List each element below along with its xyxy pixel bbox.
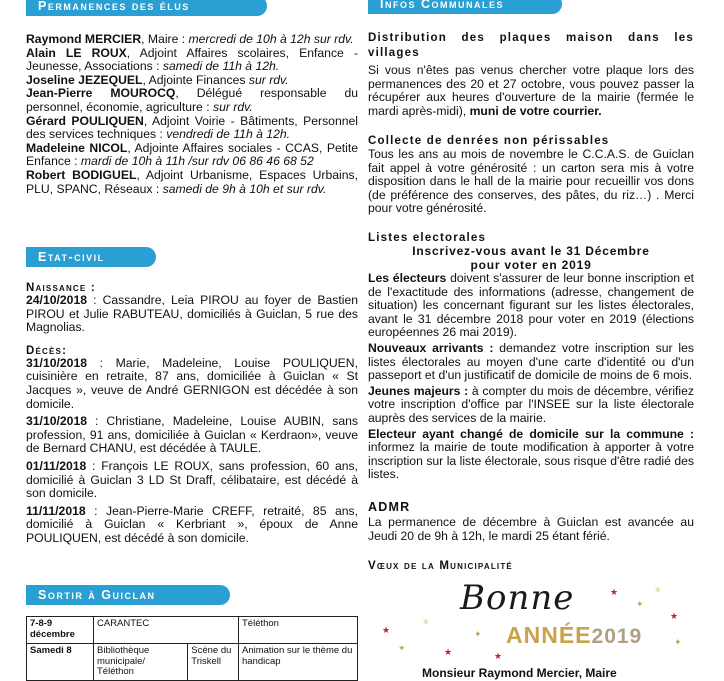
voeux-heading: Vœux de la Municipalité <box>368 560 513 572</box>
star-icon: ★ <box>444 647 453 657</box>
year-text: 2019 <box>591 625 643 648</box>
star-icon: ★ <box>670 611 679 621</box>
star-icon: ✧ <box>654 585 662 595</box>
voeux-section <box>368 560 694 572</box>
collecte-section <box>368 135 694 216</box>
star-icon: ✦ <box>398 643 406 653</box>
star-icon: ✦ <box>474 629 482 639</box>
star-icon: ★ <box>382 625 391 635</box>
deces-heading: Décès: <box>26 344 68 357</box>
elu-entry: Robert BODIGUEL, Adjoint Urbanisme, Espaces Urbains, PLU, SPANC, Réseaux : samedi de 9h à 10h et sur rdv. <box>26 167 358 196</box>
listes-paragraph: Jeunes majeurs : à compter du mois de décembre, vérifiez votre inscription d'office par l'INSEE sur la liste électorale auprès des services de la mairie. <box>368 383 694 425</box>
collecte-text: Tous les ans au mois de novembre le C.C.A.S. de Guiclan fait appel à votre générosité : un carton sera mis à votre disposition dans le hall de la mairie pour recueillir vos dons (de préférence des conserves, des pâtes, du riz…) . Merci pour votre générosité. <box>368 147 694 216</box>
naissance-entry: 24/10/2018 : Cassandre, Leia PIROU au foyer de Bastien PIROU et Julie RABUTEAU, domiciliés à Guiclan, 5 rue des Magnolias. <box>26 293 358 335</box>
deces-entry: 01/11/2018 : François LE ROUX, sans profession, 60 ans, domicilié à Guiclan 3 LD St Draff, célibataire, est décédé à son domicile. <box>26 458 358 501</box>
star-icon: ★ <box>610 587 619 597</box>
elu-entry: Alain LE ROUX, Adjoint Affaires scolaires, Enfance - Jeunesse, Associations : samedi de 11h à 12h. <box>26 45 358 74</box>
sortir-banner <box>26 585 230 605</box>
etat-civil-content <box>26 282 358 546</box>
listes-section <box>368 232 694 482</box>
events-table <box>26 616 358 681</box>
bonne-text: Bonne <box>460 578 575 618</box>
listes-paragraph: Electeur ayant changé de domicile sur la commune : informez la mairie de toute modification à apporter à votre inscription sur la liste électorale, sous risque d'être radié des listes. <box>368 426 694 482</box>
table-row: 7-8-9 décembre CARANTEC Téléthon <box>27 617 358 644</box>
infos-title: Infos Communales <box>380 0 504 11</box>
elu-entry: Raymond MERCIER, Maire : mercredi de 10h à 12h sur rdv. <box>26 32 354 46</box>
elu-entry: Gérard POULIQUEN, Adjoint Voirie - Bâtiments, Personnel des services techniques : vendredi de 11h à 12h. <box>26 113 358 142</box>
star-icon: ★ <box>494 651 503 661</box>
permanences-banner <box>26 0 267 16</box>
listes-subheading-1: Inscrivez-vous avant le 31 Décembre <box>412 244 650 258</box>
etat-civil-banner <box>26 247 156 267</box>
elu-entry: Jean-Pierre MOUROCQ, Délégué responsable du personnel, économie, agriculture : sur rdv. <box>26 86 358 114</box>
plaques-text: Si vous n'êtes pas venus chercher votre plaque lors des permanences des 20 et 27 octobre, vous pouvez passer la récupérer aux heures d'ouverture de la mairie (fermée le mardi après-midi), muni de votre courrier. <box>368 63 694 118</box>
listes-subheading-2: pour voter en 2019 <box>470 258 592 272</box>
deces-entry: 31/10/2018 : Christiane, Madeleine, Louise AUBIN, sans profession, 91 ans, domiciliée à Guiclan « Kerdraon», veuve de Bernard CHANU, est décédée à TAULE. <box>26 414 358 456</box>
admr-text: La permanence de décembre à Guiclan est avancée au Jeudi 20 de 9h à 12h, le mardi 25 étant férié. <box>368 515 694 543</box>
collecte-heading: Collecte de denrées non périssables <box>368 135 610 147</box>
annee-text: ANNÉE <box>506 622 592 648</box>
listes-heading: Listes electorales <box>368 232 487 244</box>
naissance-heading: Naissance : <box>26 282 96 294</box>
plaques-section <box>368 31 694 118</box>
elu-entry: Joseline JEZEQUEL, Adjointe Finances sur rdv. <box>26 72 289 87</box>
bonne-annee-graphic <box>374 578 692 678</box>
admr-section <box>368 500 694 543</box>
table-row: Samedi 8 Bibliothèque municipale/ Téléthon Scène du Triskell Animation sur le thème du handicap <box>27 644 358 681</box>
deces-entry: 31/10/2018 : Marie, Madeleine, Louise POULIQUEN, cuisinière en retraite, 87 ans, domiciliée à Guiclan « St Jacques », veuve de André GERNIGON est décédée à son domicile. <box>26 355 358 411</box>
admr-heading: ADMR <box>368 500 411 514</box>
listes-paragraph: Les électeurs doivent s'assurer de leur bonne inscription et de l'exactitude des informations (adresse, changement de situation) les concernant figurant sur les listes électorales, avant le 31 décembre 2018 pour voter en 2019 (élections européennes 26 mai 2019). <box>368 271 694 340</box>
permanences-list <box>26 33 358 196</box>
star-icon: ✧ <box>422 617 430 627</box>
listes-paragraph: Nouveaux arrivants : demandez votre inscription sur les listes électorales au moyen d'une carte d'identité ou d'un passeport et d'un justificatif de domicile de moins de 6 mois. <box>368 340 694 383</box>
elu-entry: Madeleine NICOL, Adjointe Affaires sociales - CCAS, Petite Enfance : mardi de 10h à 11h /sur rdv 06 86 46 68 52 <box>26 140 358 169</box>
sortir-title: Sortir à Guiclan <box>38 588 156 602</box>
etat-civil-title: Etat-civil <box>38 250 105 264</box>
star-icon: ✦ <box>636 599 644 609</box>
infos-banner <box>368 0 562 14</box>
annee-line <box>506 622 642 649</box>
star-icon: ✦ <box>674 637 682 647</box>
permanences-title: Permanences des élus <box>38 0 190 13</box>
signature: Monsieur Raymond Mercier, Maire <box>422 666 617 680</box>
deces-entry: 11/11/2018 : Jean-Pierre-Marie CREFF, retraité, 85 ans, domicilié à Guiclan « Kerbriant », époux de Anne POULIQUEN, est décédé à son domicile. <box>26 503 358 545</box>
plaques-heading: Distribution des plaques maison dans les villages <box>368 32 694 59</box>
